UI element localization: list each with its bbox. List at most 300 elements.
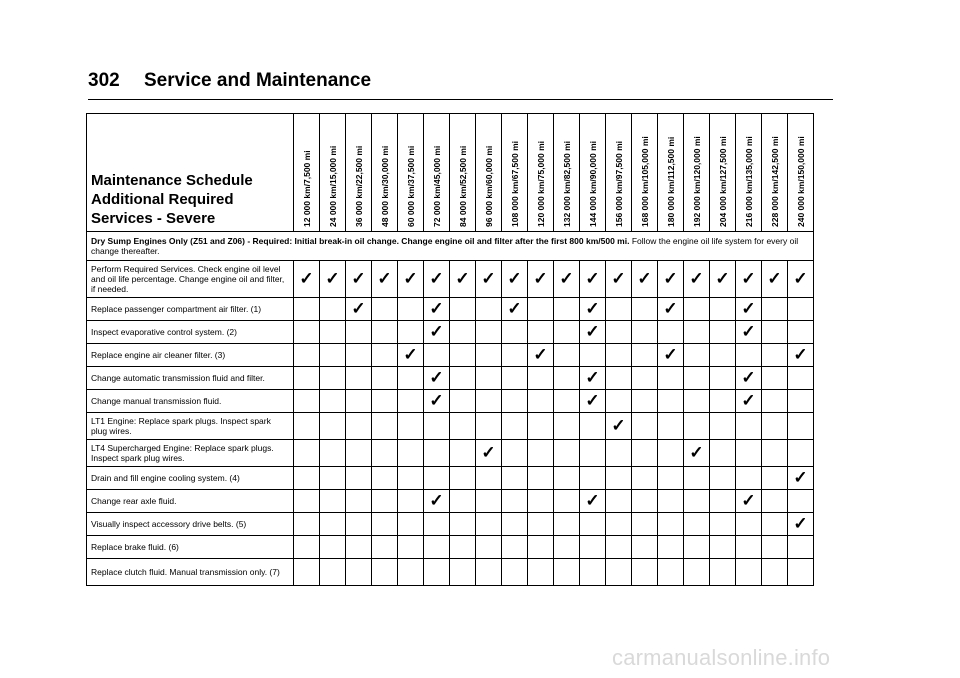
empty-cell: [346, 490, 372, 513]
empty-cell: [372, 536, 398, 559]
empty-cell: [528, 513, 554, 536]
empty-cell: [528, 367, 554, 390]
service-row: [87, 261, 814, 298]
empty-cell: [450, 440, 476, 467]
empty-cell: [476, 344, 502, 367]
mileage-column-label: 84 000 km/52,500 mi: [458, 145, 468, 227]
checkmark-icon: ✓: [528, 344, 554, 367]
checkmark-icon: ✓: [580, 261, 606, 298]
empty-cell: [762, 413, 788, 440]
empty-cell: [372, 367, 398, 390]
empty-cell: [762, 298, 788, 321]
checkmark-icon: ✓: [736, 490, 762, 513]
empty-cell: [372, 298, 398, 321]
empty-cell: [424, 513, 450, 536]
empty-cell: [736, 413, 762, 440]
empty-cell: [788, 413, 814, 440]
empty-cell: [736, 344, 762, 367]
empty-cell: [294, 536, 320, 559]
empty-cell: [710, 490, 736, 513]
empty-cell: [762, 467, 788, 490]
empty-cell: [502, 390, 528, 413]
empty-cell: [710, 413, 736, 440]
checkmark-icon: ✓: [736, 367, 762, 390]
service-label: Change automatic transmission fluid and filter.: [87, 367, 294, 390]
mileage-column-header: [684, 114, 710, 232]
empty-cell: [528, 559, 554, 586]
mileage-column-header: [658, 114, 684, 232]
empty-cell: [710, 390, 736, 413]
empty-cell: [294, 298, 320, 321]
service-label: Drain and fill engine cooling system. (4): [87, 467, 294, 490]
empty-cell: [476, 490, 502, 513]
checkmark-icon: ✓: [580, 321, 606, 344]
note-cell: [87, 232, 814, 261]
empty-cell: [476, 390, 502, 413]
empty-cell: [372, 390, 398, 413]
empty-cell: [398, 467, 424, 490]
empty-cell: [294, 440, 320, 467]
empty-cell: [450, 536, 476, 559]
empty-cell: [658, 440, 684, 467]
checkmark-icon: ✓: [658, 344, 684, 367]
checkmark-icon: ✓: [788, 344, 814, 367]
empty-cell: [502, 367, 528, 390]
empty-cell: [450, 298, 476, 321]
checkmark-icon: ✓: [580, 298, 606, 321]
mileage-column-header: [346, 114, 372, 232]
empty-cell: [788, 367, 814, 390]
mileage-column-header: [736, 114, 762, 232]
checkmark-icon: ✓: [424, 490, 450, 513]
mileage-column-label: 72 000 km/45,000 mi: [432, 145, 442, 227]
empty-cell: [580, 440, 606, 467]
checkmark-icon: ✓: [450, 261, 476, 298]
service-label: Replace passenger compartment air filter. (1): [87, 298, 294, 321]
empty-cell: [346, 390, 372, 413]
empty-cell: [398, 559, 424, 586]
empty-cell: [424, 440, 450, 467]
empty-cell: [554, 559, 580, 586]
empty-cell: [762, 559, 788, 586]
empty-cell: [736, 467, 762, 490]
empty-cell: [658, 490, 684, 513]
empty-cell: [320, 390, 346, 413]
empty-cell: [424, 467, 450, 490]
mileage-column-header: [294, 114, 320, 232]
service-label: Change manual transmission fluid.: [87, 390, 294, 413]
checkmark-icon: ✓: [658, 261, 684, 298]
empty-cell: [632, 413, 658, 440]
empty-cell: [502, 536, 528, 559]
mileage-column-label: 192 000 km/120,000 mi: [692, 136, 702, 227]
note-plain: Follow the engine oil life system for every oil change thereafter.: [91, 236, 799, 256]
empty-cell: [606, 467, 632, 490]
empty-cell: [320, 559, 346, 586]
empty-cell: [788, 390, 814, 413]
empty-cell: [528, 490, 554, 513]
mileage-column-header: [320, 114, 346, 232]
empty-cell: [736, 513, 762, 536]
empty-cell: [736, 440, 762, 467]
empty-cell: [372, 559, 398, 586]
empty-cell: [762, 390, 788, 413]
empty-cell: [450, 321, 476, 344]
empty-cell: [554, 413, 580, 440]
checkmark-icon: ✓: [398, 344, 424, 367]
mileage-column-header: [580, 114, 606, 232]
empty-cell: [346, 513, 372, 536]
service-label: LT1 Engine: Replace spark plugs. Inspect spark plug wires.: [87, 413, 294, 440]
empty-cell: [632, 467, 658, 490]
mileage-column-header: [606, 114, 632, 232]
checkmark-icon: ✓: [736, 298, 762, 321]
service-row: [87, 413, 814, 440]
mileage-column-header: [450, 114, 476, 232]
empty-cell: [710, 367, 736, 390]
empty-cell: [502, 413, 528, 440]
empty-cell: [502, 321, 528, 344]
empty-cell: [320, 490, 346, 513]
empty-cell: [346, 344, 372, 367]
mileage-column-label: 12 000 km/7,500 mi: [302, 150, 312, 227]
checkmark-icon: ✓: [346, 261, 372, 298]
checkmark-icon: ✓: [606, 413, 632, 440]
table-title-line: Services - Severe: [91, 210, 216, 227]
empty-cell: [476, 298, 502, 321]
service-row: [87, 390, 814, 413]
empty-cell: [788, 536, 814, 559]
empty-cell: [502, 440, 528, 467]
checkmark-icon: ✓: [658, 298, 684, 321]
service-label: Visually inspect accessory drive belts. (5): [87, 513, 294, 536]
empty-cell: [320, 367, 346, 390]
empty-cell: [502, 513, 528, 536]
empty-cell: [606, 559, 632, 586]
checkmark-icon: ✓: [502, 261, 528, 298]
empty-cell: [320, 467, 346, 490]
mileage-column-header: [788, 114, 814, 232]
empty-cell: [554, 467, 580, 490]
mileage-column-label: 132 000 km/82,500 mi: [562, 140, 572, 227]
empty-cell: [788, 440, 814, 467]
service-label: Replace clutch fluid. Manual transmission only. (7): [87, 559, 294, 586]
empty-cell: [450, 390, 476, 413]
empty-cell: [372, 321, 398, 344]
empty-cell: [658, 390, 684, 413]
mileage-column-header: [372, 114, 398, 232]
service-row: [87, 559, 814, 586]
checkmark-icon: ✓: [372, 261, 398, 298]
checkmark-icon: ✓: [788, 261, 814, 298]
service-row: [87, 440, 814, 467]
empty-cell: [554, 490, 580, 513]
empty-cell: [320, 321, 346, 344]
empty-cell: [398, 367, 424, 390]
mileage-column-label: 156 000 km/97,500 mi: [614, 140, 624, 227]
empty-cell: [554, 440, 580, 467]
empty-cell: [658, 413, 684, 440]
empty-cell: [606, 390, 632, 413]
mileage-column-label: 24 000 km/15,000 mi: [328, 145, 338, 227]
checkmark-icon: ✓: [294, 261, 320, 298]
checkmark-icon: ✓: [554, 261, 580, 298]
service-label: LT4 Supercharged Engine: Replace spark plugs. Inspect spark plug wires.: [87, 440, 294, 467]
empty-cell: [398, 298, 424, 321]
empty-cell: [450, 559, 476, 586]
checkmark-icon: ✓: [710, 261, 736, 298]
empty-cell: [554, 298, 580, 321]
empty-cell: [762, 513, 788, 536]
empty-cell: [398, 440, 424, 467]
empty-cell: [372, 467, 398, 490]
empty-cell: [606, 298, 632, 321]
mileage-column-header: [632, 114, 658, 232]
empty-cell: [658, 536, 684, 559]
empty-cell: [294, 413, 320, 440]
empty-cell: [450, 413, 476, 440]
mileage-column-label: 96 000 km/60,000 mi: [484, 145, 494, 227]
empty-cell: [502, 559, 528, 586]
column-header-row: [87, 114, 814, 232]
empty-cell: [606, 367, 632, 390]
empty-cell: [398, 321, 424, 344]
empty-cell: [684, 344, 710, 367]
empty-cell: [788, 298, 814, 321]
empty-cell: [398, 490, 424, 513]
empty-cell: [684, 467, 710, 490]
empty-cell: [502, 344, 528, 367]
empty-cell: [554, 536, 580, 559]
empty-cell: [580, 344, 606, 367]
checkmark-icon: ✓: [788, 467, 814, 490]
empty-cell: [632, 390, 658, 413]
checkmark-icon: ✓: [736, 321, 762, 344]
service-row: [87, 513, 814, 536]
mileage-column-header: [554, 114, 580, 232]
empty-cell: [710, 440, 736, 467]
service-label: Replace engine air cleaner filter. (3): [87, 344, 294, 367]
mileage-column-header: [528, 114, 554, 232]
empty-cell: [294, 344, 320, 367]
empty-cell: [372, 513, 398, 536]
page-header: [88, 70, 371, 92]
table-title-line: Additional Required: [91, 191, 234, 208]
maintenance-schedule-table: [86, 113, 814, 586]
empty-cell: [762, 440, 788, 467]
empty-cell: [294, 367, 320, 390]
empty-cell: [346, 367, 372, 390]
mileage-column-header: [710, 114, 736, 232]
empty-cell: [788, 321, 814, 344]
checkmark-icon: ✓: [580, 367, 606, 390]
mileage-column-header: [502, 114, 528, 232]
checkmark-icon: ✓: [606, 261, 632, 298]
empty-cell: [762, 321, 788, 344]
empty-cell: [606, 536, 632, 559]
mileage-column-label: 180 000 km/112,500 mi: [666, 136, 676, 227]
empty-cell: [580, 467, 606, 490]
empty-cell: [320, 413, 346, 440]
checkmark-icon: ✓: [684, 261, 710, 298]
checkmark-icon: ✓: [320, 261, 346, 298]
empty-cell: [450, 490, 476, 513]
empty-cell: [476, 467, 502, 490]
service-label: Inspect evaporative control system. (2): [87, 321, 294, 344]
empty-cell: [476, 513, 502, 536]
empty-cell: [606, 490, 632, 513]
empty-cell: [554, 513, 580, 536]
empty-cell: [684, 413, 710, 440]
empty-cell: [684, 298, 710, 321]
checkmark-icon: ✓: [424, 261, 450, 298]
checkmark-icon: ✓: [736, 261, 762, 298]
empty-cell: [424, 344, 450, 367]
empty-cell: [632, 321, 658, 344]
checkmark-icon: ✓: [398, 261, 424, 298]
empty-cell: [632, 536, 658, 559]
header-rule: [88, 99, 833, 100]
empty-cell: [372, 490, 398, 513]
empty-cell: [710, 559, 736, 586]
empty-cell: [580, 413, 606, 440]
empty-cell: [528, 440, 554, 467]
checkmark-icon: ✓: [424, 390, 450, 413]
empty-cell: [398, 413, 424, 440]
service-label: Replace brake fluid. (6): [87, 536, 294, 559]
mileage-column-header: [398, 114, 424, 232]
empty-cell: [294, 559, 320, 586]
empty-cell: [528, 467, 554, 490]
empty-cell: [528, 390, 554, 413]
empty-cell: [528, 321, 554, 344]
empty-cell: [684, 490, 710, 513]
empty-cell: [632, 344, 658, 367]
empty-cell: [294, 490, 320, 513]
empty-cell: [710, 344, 736, 367]
empty-cell: [632, 367, 658, 390]
empty-cell: [684, 321, 710, 344]
service-row: [87, 490, 814, 513]
empty-cell: [606, 440, 632, 467]
empty-cell: [502, 467, 528, 490]
empty-cell: [658, 367, 684, 390]
empty-cell: [788, 490, 814, 513]
note-bold: Dry Sump Engines Only (Z51 and Z06) - Required: Initial break-in oil change. Change engine oil and filter after the first 800 km/500 mi.: [91, 236, 630, 246]
empty-cell: [762, 490, 788, 513]
empty-cell: [762, 536, 788, 559]
checkmark-icon: ✓: [580, 390, 606, 413]
empty-cell: [398, 513, 424, 536]
table-title: [87, 114, 294, 232]
empty-cell: [762, 344, 788, 367]
empty-cell: [528, 536, 554, 559]
empty-cell: [632, 513, 658, 536]
empty-cell: [710, 298, 736, 321]
empty-cell: [372, 413, 398, 440]
empty-cell: [736, 559, 762, 586]
empty-cell: [320, 344, 346, 367]
empty-cell: [346, 559, 372, 586]
mileage-column-header: [424, 114, 450, 232]
checkmark-icon: ✓: [424, 367, 450, 390]
empty-cell: [294, 321, 320, 344]
table-title-line: Maintenance Schedule: [91, 172, 253, 189]
checkmark-icon: ✓: [424, 321, 450, 344]
empty-cell: [398, 536, 424, 559]
empty-cell: [710, 467, 736, 490]
empty-cell: [788, 559, 814, 586]
empty-cell: [710, 536, 736, 559]
service-label: Perform Required Services. Check engine oil level and oil life percentage. Change engine oil and filter, if needed.: [87, 261, 294, 298]
empty-cell: [684, 536, 710, 559]
empty-cell: [554, 344, 580, 367]
empty-cell: [450, 513, 476, 536]
empty-cell: [424, 536, 450, 559]
mileage-column-label: 144 000 km/90,000 mi: [588, 140, 598, 227]
empty-cell: [424, 559, 450, 586]
table-body: [87, 232, 814, 586]
empty-cell: [294, 513, 320, 536]
empty-cell: [476, 321, 502, 344]
empty-cell: [320, 440, 346, 467]
checkmark-icon: ✓: [502, 298, 528, 321]
empty-cell: [632, 298, 658, 321]
checkmark-icon: ✓: [684, 440, 710, 467]
empty-cell: [684, 367, 710, 390]
service-row: [87, 367, 814, 390]
checkmark-icon: ✓: [580, 490, 606, 513]
empty-cell: [346, 467, 372, 490]
checkmark-icon: ✓: [632, 261, 658, 298]
mileage-column-label: 120 000 km/75,000 mi: [536, 140, 546, 227]
empty-cell: [736, 536, 762, 559]
mileage-column-header: [476, 114, 502, 232]
empty-cell: [398, 390, 424, 413]
empty-cell: [476, 413, 502, 440]
empty-cell: [632, 559, 658, 586]
empty-cell: [658, 559, 684, 586]
empty-cell: [476, 536, 502, 559]
section-title: Service and Maintenance: [144, 70, 372, 91]
empty-cell: [320, 513, 346, 536]
service-row: [87, 298, 814, 321]
service-label: Change rear axle fluid.: [87, 490, 294, 513]
mileage-column-label: 240 000 km/150,000 mi: [796, 136, 806, 227]
empty-cell: [684, 559, 710, 586]
empty-cell: [502, 490, 528, 513]
empty-cell: [710, 513, 736, 536]
empty-cell: [476, 559, 502, 586]
checkmark-icon: ✓: [346, 298, 372, 321]
empty-cell: [346, 413, 372, 440]
empty-cell: [658, 321, 684, 344]
service-row: [87, 344, 814, 367]
empty-cell: [684, 390, 710, 413]
empty-cell: [320, 298, 346, 321]
checkmark-icon: ✓: [736, 390, 762, 413]
mileage-column-label: 228 000 km/142,500 mi: [770, 136, 780, 227]
empty-cell: [528, 298, 554, 321]
empty-cell: [658, 467, 684, 490]
mileage-column-label: 60 000 km/37,500 mi: [406, 145, 416, 227]
service-row: [87, 467, 814, 490]
empty-cell: [554, 390, 580, 413]
empty-cell: [346, 321, 372, 344]
note-row: [87, 232, 814, 261]
empty-cell: [554, 321, 580, 344]
checkmark-icon: ✓: [762, 261, 788, 298]
